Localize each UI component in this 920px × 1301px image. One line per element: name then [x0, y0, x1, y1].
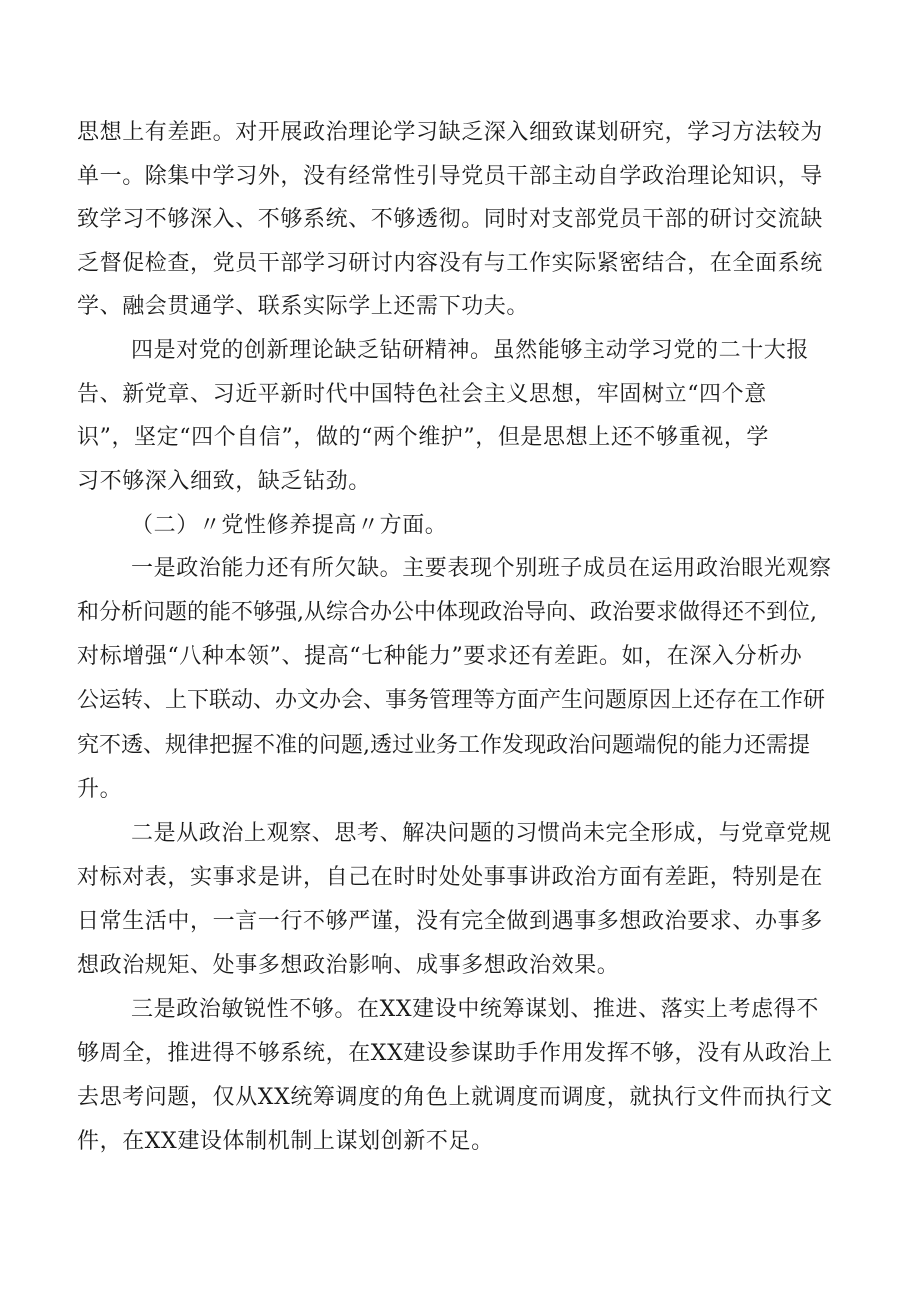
paragraph-line: 思想上有差距。对开展政治理论学习缺乏深入细致谋划研究，学习方法较为 — [77, 120, 823, 145]
paragraph-line: 对标对表，实事求是讲，自己在时时处处事事讲政治方面有差距，特别是在 — [77, 865, 823, 890]
paragraph-line: 够周全，推进得不够系统，在XX建设参谋助手作用发挥不够，没有从政治上 — [77, 1041, 833, 1066]
paragraph-line: 日常生活中，一言一行不够严谨，没有完全做到遇事多想政治要求、办事多 — [77, 909, 823, 934]
paragraph-line: 学、融会贯通学、联系实际学上还需下功夫。 — [77, 294, 530, 319]
section-heading: （二）〃党性修养提高〃方面。 — [131, 513, 448, 538]
paragraph-line: 习不够深入细致，缺乏钻劲。 — [77, 469, 371, 494]
paragraph-line: 乏督促检查，党员干部学习研讨内容没有与工作实际紧密结合，在全面系统 — [77, 251, 823, 276]
paragraph-line: 对标增强“八种本领”、提高“七种能力”要求还有差距。如，在深入分析办 — [77, 644, 803, 669]
paragraph-line: 想政治规矩、处事多想政治影响、成事多想政治效果。 — [77, 953, 620, 978]
paragraph-line: 识”，坚定“四个自信”，做的“两个维护”，但是思想上还不够重视，学 — [77, 425, 770, 450]
paragraph-line: 致学习不够深入、不够系统、不够透彻。同时对支部党员干部的研讨交流缺 — [77, 207, 823, 232]
paragraph-line: 去思考问题，仅从XX统筹调度的角色上就调度而调度，就执行文件而执行文 — [77, 1085, 833, 1110]
paragraph-line: 单一。除集中学习外，没有经常性引导党员干部主动自学政治理论知识，导 — [77, 164, 823, 189]
paragraph-line: 件，在XX建设体制机制上谋划创新不足。 — [77, 1129, 494, 1154]
paragraph-line: 三是政治敏锐性不够。在XX建设中统筹谋划、推进、落实上考虑得不 — [131, 997, 819, 1022]
paragraph-line: 升。 — [77, 777, 123, 802]
paragraph-line: 究不透、规律把握不准的问题,透过业务工作发现政治问题端倪的能力还需提 — [77, 733, 810, 758]
paragraph-line: 一是政治能力还有所欠缺。主要表现个别班子成员在运用政治眼光观察 — [131, 556, 832, 581]
paragraph-line: 四是对党的创新理论缺乏钻研精神。虽然能够主动学习党的二十大报 — [131, 338, 810, 363]
paragraph-line: 二是从政治上观察、思考、解决问题的习惯尚未完全形成，与党章党规 — [131, 821, 832, 846]
paragraph-line: 告、新党章、习近平新时代中国特色社会主义思想，牢固树立“四个意 — [77, 382, 767, 407]
paragraph-line: 和分析问题的能不够强,从综合办公中体现政治导向、政治要求做得还不到位, — [77, 600, 817, 625]
paragraph-line: 公运转、上下联动、办文办会、事务管理等方面产生问题原因上还存在工作研 — [77, 688, 826, 713]
